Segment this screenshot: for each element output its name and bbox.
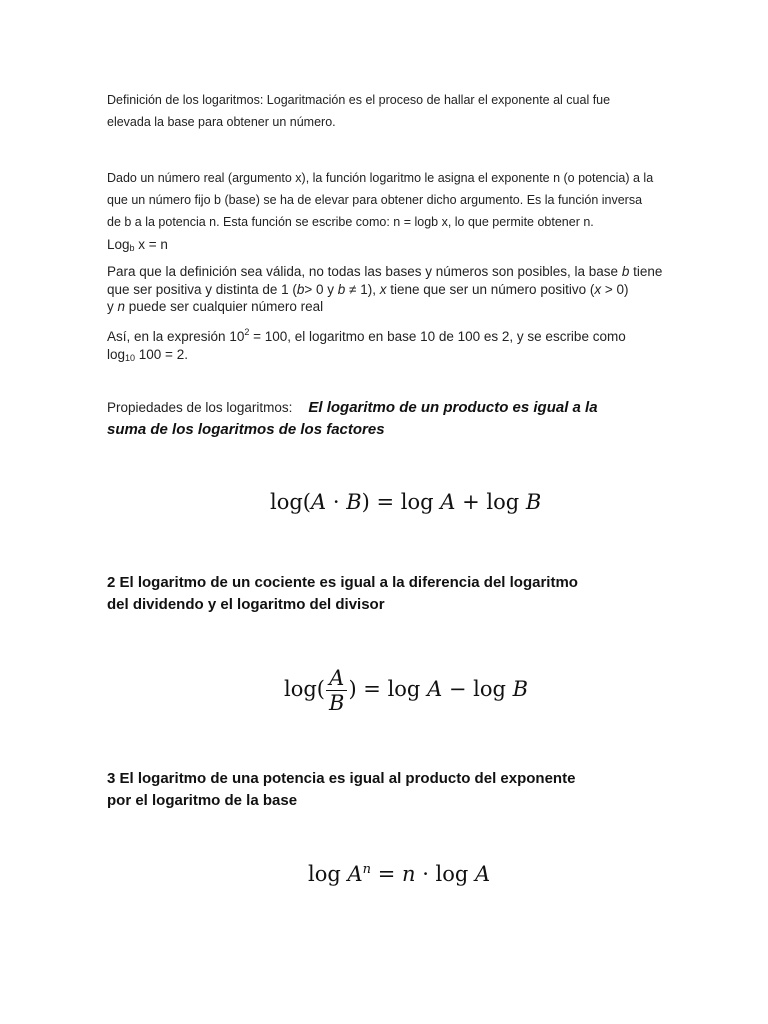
example-line-1: Así, en la expresión $10^2 = 100$, el logaritmo en base 10 de 100 es 2, y se escribe como (107, 327, 626, 344)
definition-line-1: Definición de los logaritmos: Logaritmación es el proceso de hallar el exponente al cual fue (107, 93, 611, 107)
properties-lead: Propiedades de los logaritmos: (107, 400, 293, 415)
property-2-line-1: 2 El logaritmo de un cociente es igual a la diferencia del logaritmo (107, 574, 578, 591)
function-desc-line-3: de b a la potencia n. Esta función se escribe como: n = logb x, lo que permite obtener n. (107, 215, 594, 229)
validity-line-2: que ser positiva y distinta de 1 (b> 0 y b ≠ 1), x tiene que ser un número positivo (x > 0) (107, 281, 629, 297)
example-line-2: $\log_{10} 100 = 2$. (107, 346, 188, 363)
validity-line-3: y n puede ser cualquier número real (107, 299, 324, 314)
function-desc-line-2: que un número fijo b (base) se ha de elevar para obtener dicho argumento. Es la función inversa (107, 193, 643, 207)
formula-power: $\log A^n = n \cdot \log A$ (308, 862, 491, 886)
formula-product: log(A · B) = log A + log B (270, 490, 542, 514)
property-1-line-2: suma de los logaritmos de los factores (107, 421, 385, 438)
property-2-heading (107, 572, 727, 616)
property-1-heading (107, 397, 727, 441)
property-3-heading (107, 768, 727, 812)
property-3-line-2: por el logaritmo de la base (107, 792, 298, 809)
definition-paragraph (107, 89, 707, 133)
validity-paragraph (107, 263, 707, 316)
fraction: $\frac{A}{B}$ (326, 666, 347, 715)
formula-quotient: log( $\frac{A}{B}$ ) = log A − log B (284, 666, 529, 715)
log-notation: Log$_b$ x = n (107, 237, 168, 253)
property-2-line-2: del dividendo y el logaritmo del divisor (107, 596, 385, 613)
example-paragraph (107, 324, 707, 367)
property-3-line-1: 3 El logaritmo de una potencia es igual al producto del exponente (107, 770, 576, 787)
function-description-paragraph (107, 167, 727, 233)
validity-line-1: Para que la definición sea válida, no todas las bases y números son posibles, la base b tiene (107, 264, 663, 279)
definition-line-2: elevada la base para obtener un número. (107, 115, 336, 129)
property-1-line-1: El logaritmo de un producto es igual a la (308, 399, 598, 416)
function-desc-line-1: Dado un número real (argumento x), la función logaritmo le asigna el exponente n (o potencia) a la (107, 171, 654, 185)
